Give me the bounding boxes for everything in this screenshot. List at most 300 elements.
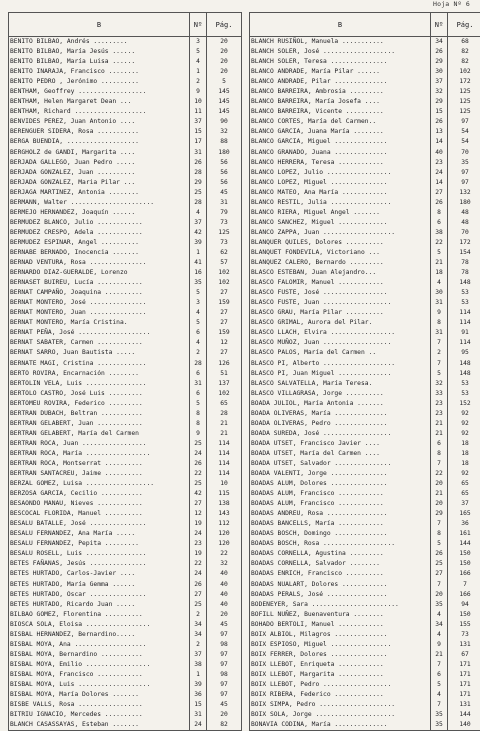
entry-number: 26 — [431, 549, 448, 559]
entry-number: 1 — [190, 67, 207, 77]
entry-number: 13 — [431, 127, 448, 137]
entry-page: 98 — [207, 640, 242, 650]
entry-page: 73 — [448, 630, 480, 640]
entry-page: 125 — [448, 87, 480, 97]
entry-page: 73 — [207, 238, 242, 248]
column-header-name: B — [250, 13, 431, 37]
table-row — [9, 680, 242, 690]
entry-name: BERTRAN ROCA, María ................. — [9, 449, 190, 459]
entry-page: 97 — [207, 650, 242, 660]
entry-number: 21 — [431, 650, 448, 660]
entry-number: 2 — [190, 610, 207, 620]
entry-page: 31 — [207, 198, 242, 208]
table-row — [250, 248, 480, 258]
table-row — [9, 710, 242, 720]
entry-page: 78 — [448, 258, 480, 268]
table-row — [9, 640, 242, 650]
entry-page: 97 — [207, 660, 242, 670]
entry-number: 6 — [431, 218, 448, 228]
entry-number: 22 — [190, 559, 207, 569]
entry-number: 32 — [431, 379, 448, 389]
entry-number: 35 — [431, 710, 448, 720]
entry-name: BLANCO GARCIA, Juana María ........ — [250, 127, 431, 137]
entry-name: BLASCO MUÑOZ, Juan .................. — [250, 338, 431, 348]
entry-name: BLANCO SANCHEZ, Miguel ............. — [250, 218, 431, 228]
entry-number: 7 — [431, 519, 448, 529]
table-row — [250, 288, 480, 298]
table-row — [9, 37, 242, 48]
entry-number: 32 — [431, 87, 448, 97]
entry-name: BOADAS ALUM, Francisco ............ — [250, 499, 431, 509]
entry-number: 14 — [431, 178, 448, 188]
entry-page: 145 — [207, 97, 242, 107]
entry-page: 91 — [448, 328, 480, 338]
entry-page: 78 — [448, 268, 480, 278]
entry-number: 29 — [431, 509, 448, 519]
entry-name: BLASCO FUSTE, Juan .................. — [250, 298, 431, 308]
table-row — [9, 328, 242, 338]
entry-name: BESALU FERNANDEZ, Ana María ..... — [9, 529, 190, 539]
entry-name: BERNARDO DIAZ-GUERALDE, Lorenzo — [9, 268, 190, 278]
entry-page: 97 — [207, 630, 242, 640]
entry-name: BERMANN, Walter ...................... — [9, 198, 190, 208]
table-row — [9, 509, 242, 519]
column-header-page: Pág. — [448, 13, 480, 37]
entry-name: BLANCO GRANADO, Juana .............. — [250, 148, 431, 158]
entry-name: BERNATE MAGI, Cristina ............. — [9, 359, 190, 369]
entry-name: BERJADA GALLEGO, Juan Pedro ..... — [9, 158, 190, 168]
entry-number: 31 — [190, 379, 207, 389]
left-table-body — [9, 37, 242, 731]
entry-number: 1 — [190, 670, 207, 680]
entry-page: 27 — [207, 318, 242, 328]
entry-name: BLASCO GRAU, María Pilar .......... — [250, 308, 431, 318]
entry-number: 5 — [190, 47, 207, 57]
entry-name: BLASCO FUSTE, José ................. — [250, 288, 431, 298]
table-row — [9, 137, 242, 147]
entry-page: 166 — [448, 569, 480, 579]
entry-page: 150 — [448, 549, 480, 559]
entry-name: BOADAS ENRICH, Francisco .......... — [250, 569, 431, 579]
entry-page: 140 — [448, 720, 480, 731]
table-row — [9, 569, 242, 579]
entry-page: 35 — [448, 158, 480, 168]
table-row — [250, 429, 480, 439]
table-row — [9, 539, 242, 549]
entry-page: 155 — [448, 620, 480, 630]
entry-name: BOIX LLEBOT, Pedro .................. — [250, 680, 431, 690]
entry-number: 10 — [190, 97, 207, 107]
entry-number: 29 — [431, 97, 448, 107]
table-row — [9, 369, 242, 379]
entry-number: 4 — [431, 278, 448, 288]
entry-page: 159 — [207, 328, 242, 338]
entry-name: BERZOSA GARCIA, Cecilio ........... — [9, 489, 190, 499]
entry-page: 82 — [207, 720, 242, 731]
table-row — [250, 529, 480, 539]
entry-page: 70 — [448, 148, 480, 158]
entry-page: 40 — [207, 600, 242, 610]
entry-name: BERNAT CAMPAÑO, Joaquina .......... — [9, 288, 190, 298]
entry-name: BLANCO LOPEZ, Miguel ............... — [250, 178, 431, 188]
entry-page: 18 — [448, 449, 480, 459]
entry-number: 27 — [431, 188, 448, 198]
entry-name: BISBE VALLS, Rosa ................. — [9, 700, 190, 710]
entry-page: 92 — [448, 429, 480, 439]
entry-name: BLANCO RIERA, Miguel Angel ....... — [250, 208, 431, 218]
table-row — [250, 228, 480, 238]
entry-number: 26 — [431, 117, 448, 127]
table-row — [9, 238, 242, 248]
entry-number: 5 — [431, 539, 448, 549]
entry-page: 171 — [448, 660, 480, 670]
entry-number: 6 — [431, 670, 448, 680]
entry-name: BLASCO PALOS, María del Carmen .. — [250, 348, 431, 358]
entry-name: BLANCO RESTIL, Julia ................ — [250, 198, 431, 208]
entry-number: 9 — [190, 429, 207, 439]
table-row — [9, 580, 242, 590]
entry-number: 29 — [190, 178, 207, 188]
entry-page: 53 — [448, 389, 480, 399]
table-row — [250, 268, 480, 278]
entry-name: BERTRAN GELABERT, Juan ............ — [9, 419, 190, 429]
entry-page: 27 — [207, 288, 242, 298]
entry-number: 11 — [190, 107, 207, 117]
entry-number: 20 — [431, 590, 448, 600]
entry-number: 36 — [190, 690, 207, 700]
entry-page: 154 — [448, 248, 480, 258]
entry-number: 5 — [190, 288, 207, 298]
column-header-name: B — [9, 13, 190, 37]
entry-page: 70 — [448, 228, 480, 238]
entry-number: 35 — [431, 720, 448, 731]
table-row — [9, 439, 242, 449]
right-table-body — [250, 37, 480, 731]
table-row — [250, 720, 480, 731]
entry-name: BLASCO GRIMAL, Aurora del Pilar. — [250, 318, 431, 328]
entry-page: 53 — [448, 379, 480, 389]
entry-page: 102 — [207, 268, 242, 278]
entry-number: 38 — [190, 660, 207, 670]
entry-number: 23 — [431, 409, 448, 419]
entry-page: 137 — [207, 379, 242, 389]
table-row — [9, 77, 242, 87]
table-row — [9, 87, 242, 97]
table-row — [250, 670, 480, 680]
entry-page: 62 — [207, 248, 242, 258]
entry-name: BERNABE BERNADO, Inocencia ....... — [9, 248, 190, 258]
entry-name: BOADAS BOSCH, Domingo .............. — [250, 529, 431, 539]
table-row — [9, 590, 242, 600]
entry-name: BOADAS ALUM, Francisco ............ — [250, 489, 431, 499]
entry-number: 24 — [190, 449, 207, 459]
entry-page: 97 — [448, 168, 480, 178]
entry-page: 114 — [448, 308, 480, 318]
entry-name: BESALU BATALLE, José ............... — [9, 519, 190, 529]
entry-number: 9 — [190, 87, 207, 97]
entry-page: 56 — [207, 168, 242, 178]
table-row — [9, 650, 242, 660]
table-row — [250, 620, 480, 630]
table-row — [250, 158, 480, 168]
table-row — [250, 47, 480, 57]
entry-page: 115 — [207, 489, 242, 499]
entry-number: 19 — [190, 549, 207, 559]
entry-name: BENTHAM, Richard ................... — [9, 107, 190, 117]
entry-page: 67 — [448, 650, 480, 660]
table-row — [9, 97, 242, 107]
entry-page: 102 — [448, 67, 480, 77]
entry-name: BERGA BUENDIA, ................... — [9, 137, 190, 147]
entry-page: 144 — [448, 710, 480, 720]
entry-name: BOADA OLIVERAS, María .............. — [250, 409, 431, 419]
entry-page: 114 — [207, 439, 242, 449]
table-row — [250, 469, 480, 479]
table-row — [250, 479, 480, 489]
entry-page: 20 — [207, 47, 242, 57]
entry-number: 39 — [190, 238, 207, 248]
table-row — [9, 610, 242, 620]
table-row — [250, 700, 480, 710]
entry-number: 19 — [190, 519, 207, 529]
entry-number: 5 — [190, 399, 207, 409]
table-row — [9, 248, 242, 258]
entry-number: 20 — [431, 499, 448, 509]
entry-name: BENITO INARAJA, Francisco ........ — [9, 67, 190, 77]
entry-page: 48 — [448, 218, 480, 228]
entry-name: BERMUDEZ CRESPO, Adela ............ — [9, 228, 190, 238]
entry-page: 172 — [448, 77, 480, 87]
entry-page: 90 — [207, 117, 242, 127]
entry-number: 26 — [431, 47, 448, 57]
table-row — [250, 348, 480, 358]
entry-name: BOIX LLEBOT, Margarita ............ — [250, 670, 431, 680]
entry-page: 48 — [448, 208, 480, 218]
table-row — [250, 359, 480, 369]
entry-number: 4 — [190, 338, 207, 348]
entry-name: BERNAT SABATER, Carmen ............ — [9, 338, 190, 348]
entry-number: 14 — [431, 137, 448, 147]
table-row — [250, 208, 480, 218]
table-row — [250, 459, 480, 469]
entry-name: BOIX FERRER, Dolores ............... — [250, 650, 431, 660]
entry-number: 16 — [190, 268, 207, 278]
entry-name: BERNAT MONTERO, Juan ............... — [9, 308, 190, 318]
entry-page: 28 — [207, 409, 242, 419]
entry-page: 22 — [207, 549, 242, 559]
entry-number: 24 — [190, 529, 207, 539]
entry-number: 34 — [431, 620, 448, 630]
entry-name: BERTOLIN VELA, Luis ................ — [9, 379, 190, 389]
entry-number: 8 — [431, 449, 448, 459]
table-row — [250, 509, 480, 519]
entry-name: BLANCO HERRERA, Teresa ............ — [250, 158, 431, 168]
entry-page: 40 — [207, 590, 242, 600]
entry-number: 37 — [431, 77, 448, 87]
entry-page: 68 — [448, 37, 480, 48]
right-column — [249, 12, 480, 706]
entry-number: 9 — [431, 308, 448, 318]
entry-number: 23 — [431, 158, 448, 168]
entry-number: 2 — [190, 640, 207, 650]
table-row — [9, 288, 242, 298]
table-row — [9, 529, 242, 539]
entry-number: 21 — [431, 489, 448, 499]
entry-number: 28 — [190, 359, 207, 369]
table-row — [9, 620, 242, 630]
entry-name: BOADAS ALUM, Dolores ............... — [250, 479, 431, 489]
entry-name: BERENGUER SIDERA, Rosa ........... — [9, 127, 190, 137]
entry-page: 166 — [448, 590, 480, 600]
entry-page: 112 — [207, 519, 242, 529]
entry-number: 6 — [190, 389, 207, 399]
table-row — [250, 238, 480, 248]
entry-page: 53 — [448, 298, 480, 308]
entry-number: 27 — [431, 569, 448, 579]
column-header-number: Nº — [431, 13, 448, 37]
entry-name: BOIX SOLA, Jorge ..................... — [250, 710, 431, 720]
entry-number: 7 — [431, 580, 448, 590]
entry-number: 31 — [190, 148, 207, 158]
entry-number: 24 — [431, 168, 448, 178]
table-row — [250, 318, 480, 328]
entry-name: BLANCO ZAPPA, Juan ................... — [250, 228, 431, 238]
entry-name: BOADAS NUALART, Dolores ............ — [250, 580, 431, 590]
entry-page: 37 — [448, 499, 480, 509]
entry-page: 114 — [207, 469, 242, 479]
entry-name: BISBAL MOYA, Ana ................... — [9, 640, 190, 650]
table-row — [250, 87, 480, 97]
entry-number: 6 — [431, 439, 448, 449]
entry-number: 28 — [190, 198, 207, 208]
entry-name: BLASCO PI, Juan Miguel .............. — [250, 369, 431, 379]
entry-number: 26 — [190, 158, 207, 168]
entry-page: 98 — [207, 670, 242, 680]
entry-number: 4 — [431, 690, 448, 700]
table-row — [250, 369, 480, 379]
entry-number: 4 — [431, 610, 448, 620]
entry-name: BLASCO PI, Alberto ................... — [250, 359, 431, 369]
entry-page: 95 — [448, 348, 480, 358]
entry-page: 171 — [448, 670, 480, 680]
entry-name: BERMUDEZ ESPINAR, Angel .......... — [9, 238, 190, 248]
table-row — [9, 630, 242, 640]
entry-page: 172 — [448, 238, 480, 248]
table-row — [9, 168, 242, 178]
entry-name: BLANCO ANDRADE, María Pilar ...... — [250, 67, 431, 77]
entry-number: 24 — [190, 720, 207, 731]
entry-page: 56 — [207, 158, 242, 168]
table-row — [250, 57, 480, 67]
table-row — [9, 117, 242, 127]
entry-name: BERNAT PEÑA, José ................... — [9, 328, 190, 338]
entry-number: 39 — [190, 680, 207, 690]
entry-name: BLANCO CORTES, María del Carmen.. — [250, 117, 431, 127]
table-row — [9, 318, 242, 328]
entry-page: 102 — [207, 278, 242, 288]
entry-name: BERTOLO CASTRO, José Luis ......... — [9, 389, 190, 399]
entry-number: 3 — [190, 298, 207, 308]
entry-number: 30 — [431, 67, 448, 77]
entry-name: BERNAD VENTURA, Rosa ............... — [9, 258, 190, 268]
entry-number: 26 — [190, 580, 207, 590]
entry-name: BOADAS BANCELLS, María ............ — [250, 519, 431, 529]
table-row — [250, 77, 480, 87]
entry-name: BLANCO ANDRADE, Pilar .............. — [250, 77, 431, 87]
entry-name: BISBAL MOYA, Francisco ............ — [9, 670, 190, 680]
entry-number: 15 — [190, 700, 207, 710]
entry-page: 45 — [207, 620, 242, 630]
entry-page: 180 — [448, 198, 480, 208]
entry-number: 21 — [431, 419, 448, 429]
entry-number: 25 — [190, 600, 207, 610]
entry-name: BESCOCAL FLORIDA, Manuel .......... — [9, 509, 190, 519]
entry-number: 31 — [190, 710, 207, 720]
entry-name: BERTOMEU ROVIRA, Federico ......... — [9, 399, 190, 409]
entry-page: 148 — [448, 278, 480, 288]
table-row — [250, 278, 480, 288]
entry-number: 42 — [190, 228, 207, 238]
entry-name: BOIX RIBERA, Federico ............. — [250, 690, 431, 700]
entry-page: 92 — [448, 419, 480, 429]
table-row — [9, 409, 242, 419]
entry-number: 7 — [431, 338, 448, 348]
entry-name: BESAONDO MANAU, Nieves ............ — [9, 499, 190, 509]
entry-page: 82 — [448, 57, 480, 67]
right-table-header — [250, 13, 480, 37]
table-row — [9, 188, 242, 198]
entry-name: BENVIDES PEREZ, Juan Antonio .... — [9, 117, 190, 127]
table-row — [9, 148, 242, 158]
entry-number: 22 — [190, 469, 207, 479]
entry-page: 12 — [207, 338, 242, 348]
entry-page: 20 — [207, 710, 242, 720]
table-row — [250, 218, 480, 228]
entry-name: BISBAL MOYA, María Dolores ....... — [9, 690, 190, 700]
entry-name: BLASCO FALOMIR, Manuel ............ — [250, 278, 431, 288]
entry-page: 18 — [448, 439, 480, 449]
sheet-number: Hoja Nº 6 — [433, 0, 470, 8]
entry-number: 24 — [190, 569, 207, 579]
entry-page: 27 — [207, 348, 242, 358]
table-row — [250, 328, 480, 338]
entry-page: 150 — [448, 610, 480, 620]
table-row — [9, 47, 242, 57]
entry-number: 25 — [190, 188, 207, 198]
entry-number: 20 — [431, 479, 448, 489]
entry-page: 21 — [207, 419, 242, 429]
entry-name: BLANCO BARREIRA, María Josefa .... — [250, 97, 431, 107]
entry-page: 82 — [448, 47, 480, 57]
table-row — [9, 489, 242, 499]
entry-name: BERTRAN SANTACREU, Jaime .......... — [9, 469, 190, 479]
table-row — [9, 700, 242, 710]
entry-name: BLANQUET FONDEVILA, Victoriano ... — [250, 248, 431, 258]
entry-page: 120 — [207, 539, 242, 549]
column-header-page: Pág. — [207, 13, 242, 37]
entry-number: 4 — [190, 57, 207, 67]
entry-name: BLANCH SOLER, Teresa ............... — [250, 57, 431, 67]
entry-name: BLANQUEZ CALERO, Bernardo ......... — [250, 258, 431, 268]
table-row — [9, 348, 242, 358]
entry-number: 6 — [190, 328, 207, 338]
table-row — [9, 268, 242, 278]
table-row — [250, 680, 480, 690]
entry-page: 144 — [448, 539, 480, 549]
entry-number: 8 — [190, 409, 207, 419]
entry-number: 5 — [431, 680, 448, 690]
entry-name: BOADAS PERALS, José ................ — [250, 590, 431, 600]
